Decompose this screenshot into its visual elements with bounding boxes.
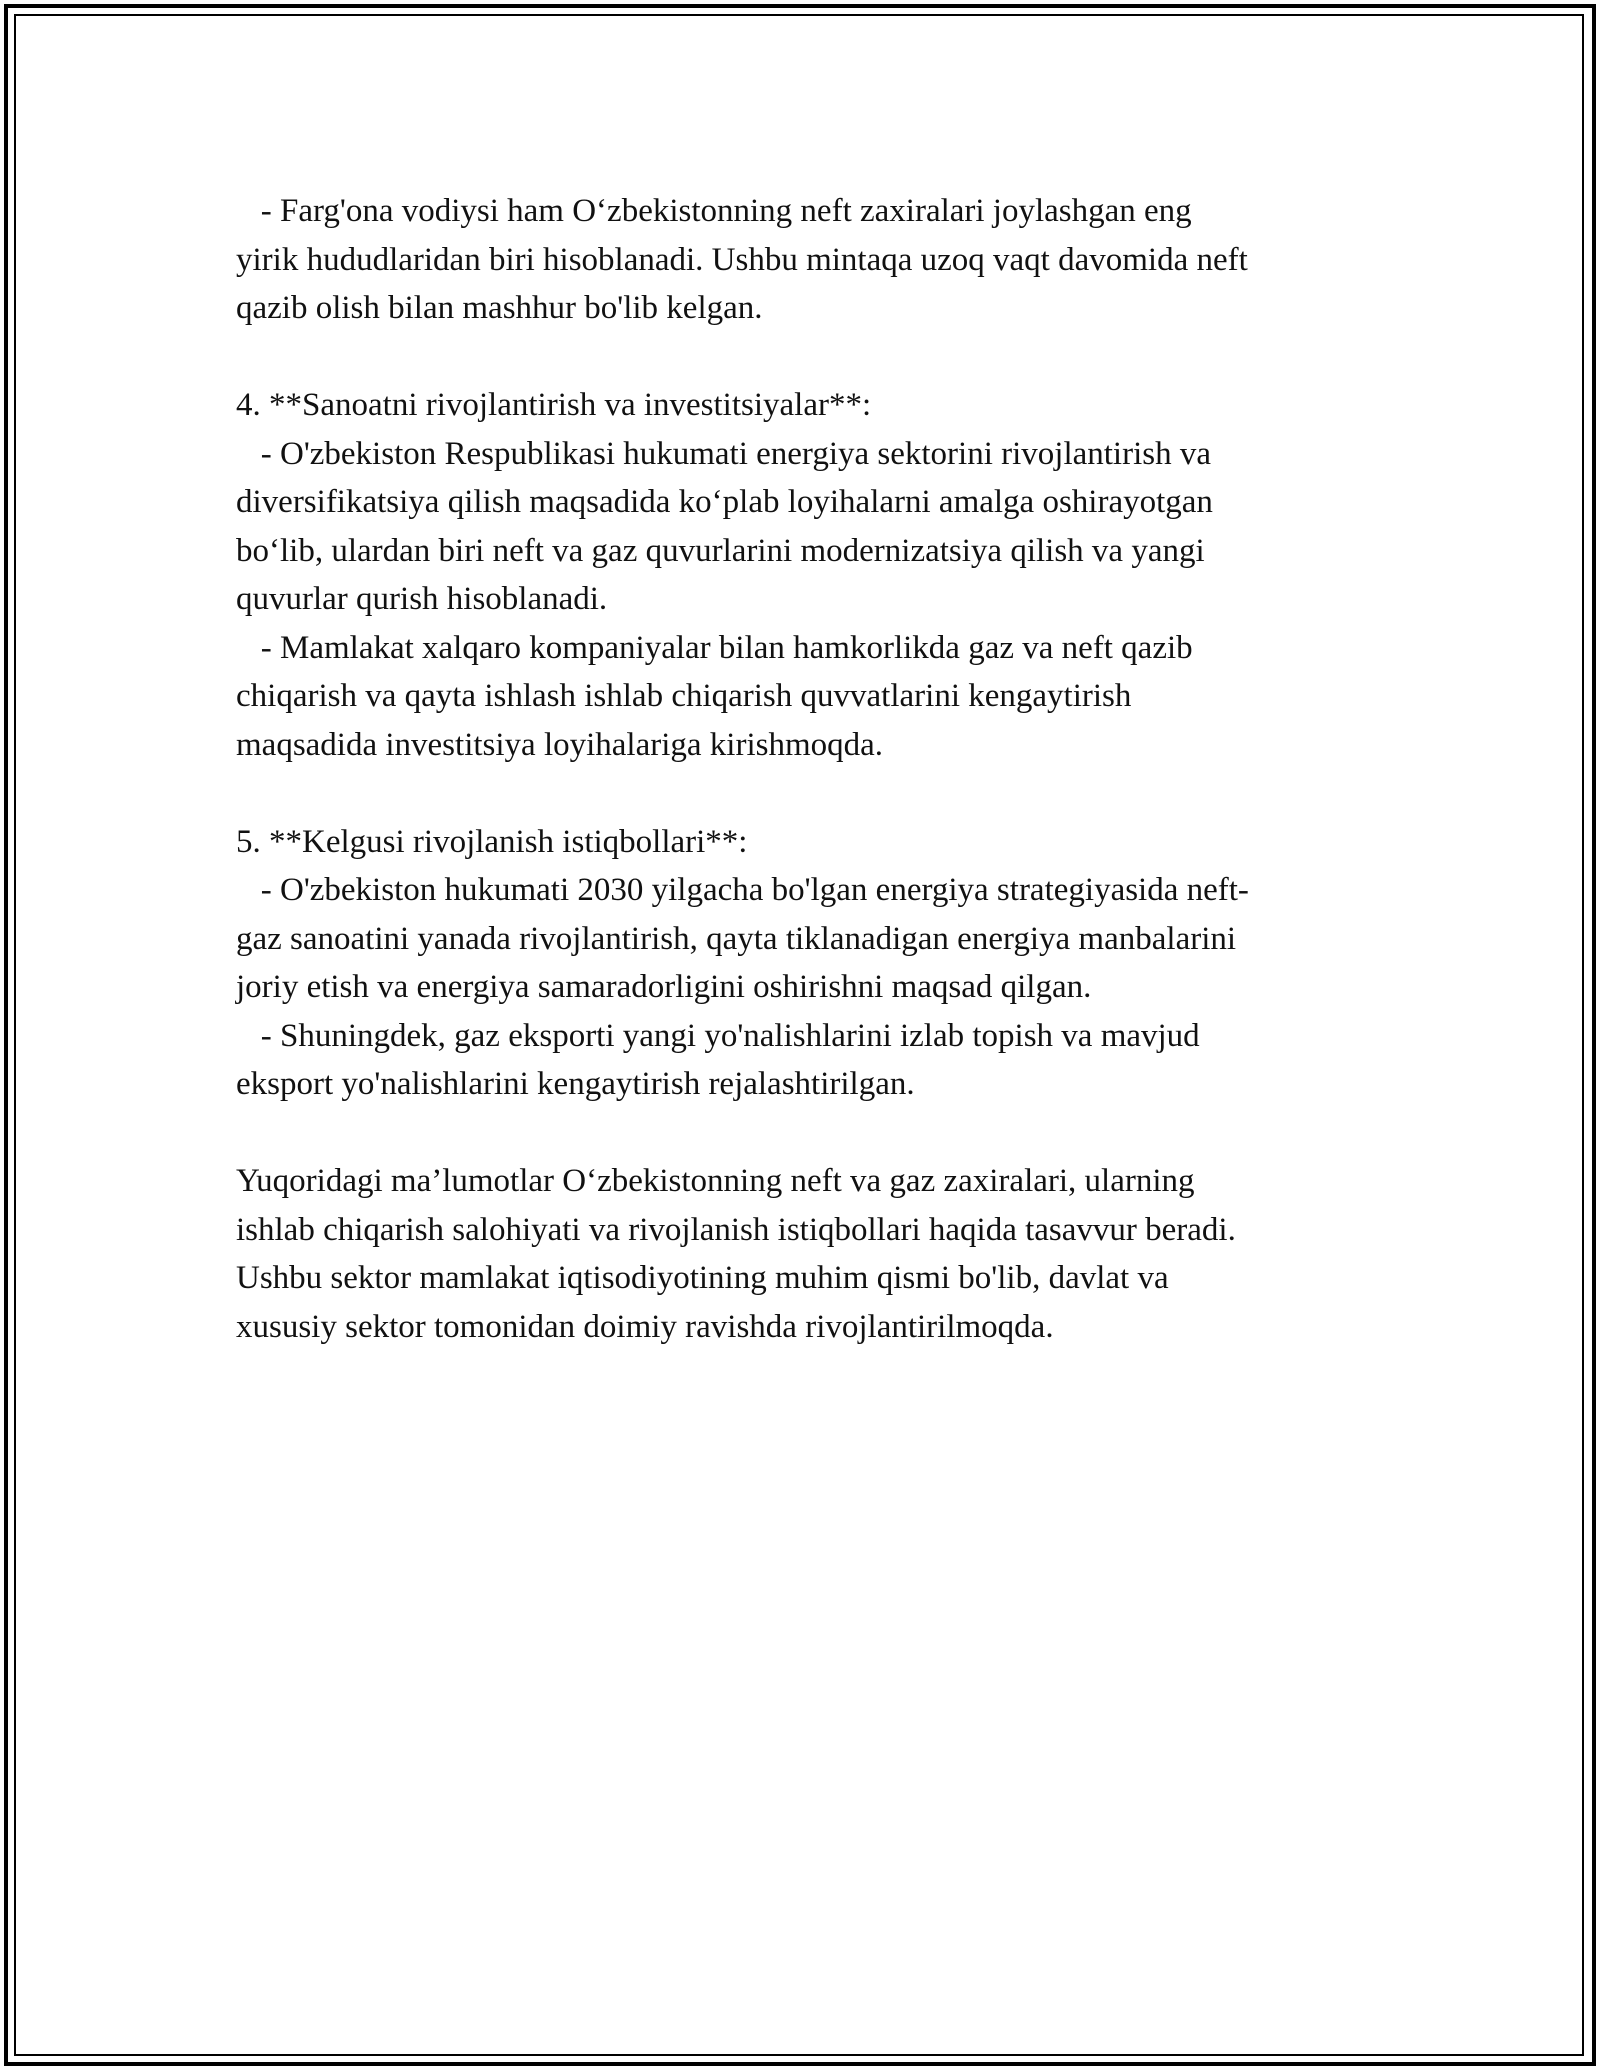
paragraph-gap: [236, 333, 1386, 382]
text-line: gaz sanoatini yanada rivojlantirish, qayta tiklanadigan energiya manbalarini: [236, 920, 1237, 957]
text-line: - Shuningdek, gaz eksporti yangi yo'nalishlarini izlab topish va mavjud: [236, 1017, 1200, 1054]
text-line: Ushbu sektor mamlakat iqtisodiyotining muhim qismi bo'lib, davlat va: [236, 1260, 1169, 1296]
text-line: chiqarish va qayta ishlash ishlab chiqarish quvvatlarini kengaytirish: [236, 678, 1132, 714]
section-heading: 4. **Sanoatni rivojlantirish va investitsiyalar**:: [236, 387, 872, 423]
text-line: yirik hududlaridan biri hisoblanadi. Ushbu mintaqa uzoq vaqt davomida neft: [236, 241, 1248, 278]
paragraph-gap: [236, 1109, 1386, 1158]
section-4-industry-investment: [236, 381, 1386, 769]
text-line: ishlab chiqarish salohiyati va rivojlanish istiqbollari haqida tasavvur beradi.: [236, 1211, 1236, 1248]
document-body: [236, 187, 1386, 1351]
paragraph-fergana: [236, 187, 1386, 333]
section-5-future-prospects: [236, 818, 1386, 1109]
paragraph-gap: [236, 769, 1386, 818]
section-heading: 5. **Kelgusi rivojlanish istiqbollari**:: [236, 823, 748, 860]
text-line: - O'zbekiston hukumati 2030 yilgacha bo'lgan energiya strategiyasida neft-: [236, 872, 1249, 908]
text-line: bo‘lib, ulardan biri neft va gaz quvurlarini modernizatsiya qilish va yangi: [236, 532, 1205, 569]
paragraph-conclusion: [236, 1157, 1386, 1351]
text-line: qazib olish bilan mashhur bo'lib kelgan.: [236, 290, 763, 326]
text-line: joriy etish va energiya samaradorligini oshirishni maqsad qilgan.: [236, 969, 1092, 1005]
text-line: Yuqoridagi ma’lumotlar O‘zbekistonning neft va gaz zaxiralari, ularning: [236, 1163, 1195, 1199]
text-line: diversifikatsiya qilish maqsadida ko‘plab loyihalarni amalga oshirayotgan: [236, 484, 1213, 520]
text-line: xususiy sektor tomonidan doimiy ravishda rivojlantirilmoqda.: [236, 1308, 1054, 1345]
text-line: - O'zbekiston Respublikasi hukumati energiya sektorini rivojlantirish va: [236, 435, 1211, 472]
text-line: quvurlar qurish hisoblanadi.: [236, 581, 608, 617]
text-line: eksport yo'nalishlarini kengaytirish rejalashtirilgan.: [236, 1066, 915, 1102]
text-line: - Farg'ona vodiysi ham O‘zbekistonning neft zaxiralari joylashgan eng: [236, 193, 1192, 229]
text-line: maqsadida investitsiya loyihalariga kirishmoqda.: [236, 726, 884, 763]
text-line: - Mamlakat xalqaro kompaniyalar bilan hamkorlikda gaz va neft qazib: [236, 629, 1193, 666]
